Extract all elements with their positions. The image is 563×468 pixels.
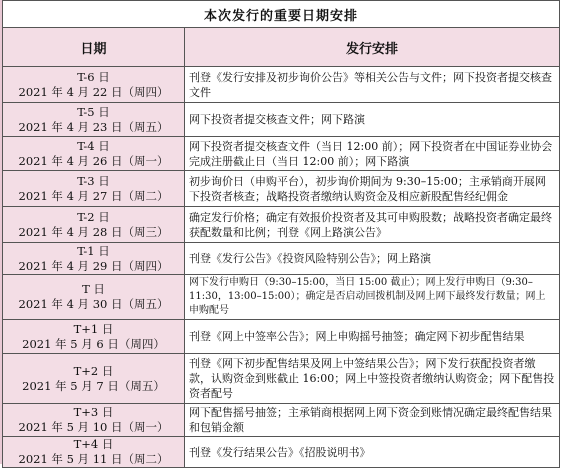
t-day: T+1 日: [73, 321, 114, 336]
arrangement-cell: 网下投资者提交核查文件；网下路演: [185, 103, 560, 137]
table-row: [3, 275, 560, 320]
date-cell: [3, 207, 185, 243]
table-row: [3, 137, 560, 171]
date-cell: [3, 171, 185, 207]
calendar-date: 2021 年 4 月 29 日（周四）: [18, 258, 169, 273]
calendar-date: 2021 年 5 月 7 日（周五）: [22, 378, 165, 393]
t-day: T+4 日: [73, 437, 114, 451]
arrangement-cell: 刊登《发行结果公告》《招股说明书》: [185, 437, 560, 468]
arrangement-cell: 确定发行价格；确定有效报价投资者及其可申购股数；战略投资者确定最终获配数量和比例；刊登《网上路演公告》: [185, 207, 560, 243]
calendar-date: 2021 年 4 月 27 日（周二）: [18, 188, 169, 203]
table-row: [3, 171, 560, 207]
date-cell: [3, 404, 185, 437]
date-cell: [3, 354, 185, 404]
arrangement-cell: 初步询价日（申购平台），初步询价期间为 9:30–15:00；主承销商开展网下投资者核查；战略投资者缴纳认购资金及相应新股配售经纪佣金: [185, 171, 560, 207]
arrangement-cell: 网下投资者提交核查文件（当日 12:00 前）；网下投资者在中国证券业协会完成注册截止日（当日 12:00 前）；网下路演: [185, 137, 560, 171]
t-day: T-6 日: [77, 69, 110, 84]
t-day: T-3 日: [77, 173, 110, 188]
arrangement-cell: 网下配售摇号抽签；主承销商根据网上网下资金到账情况确定最终配售结果和包销金额: [185, 404, 560, 437]
arrangement-cell: 刊登《网上中签率公告》；网上申购摇号抽签；确定网下初步配售结果: [185, 320, 560, 354]
calendar-date: 2021 年 4 月 22 日（周四）: [18, 84, 169, 99]
table-row: [3, 103, 560, 137]
date-cell: [3, 437, 185, 468]
calendar-date: 2021 年 5 月 10 日（周一）: [18, 420, 169, 434]
t-day: T+3 日: [73, 405, 114, 419]
header-arrangement: 发行安排: [185, 28, 560, 67]
date-cell: [3, 103, 185, 137]
table-row: [3, 243, 560, 275]
t-day: T-5 日: [77, 104, 110, 119]
date-cell: [3, 320, 185, 354]
table-row: [3, 404, 560, 437]
table-row: [3, 207, 560, 243]
t-day: T-4 日: [77, 138, 110, 153]
arrangement-cell: 刊登《发行安排及初步询价公告》等相关公告与文件；网下投资者提交核查文件: [185, 67, 560, 103]
calendar-date: 2021 年 5 月 6 日（周四）: [22, 336, 165, 351]
arrangement-cell: 刊登《发行公告》《投资风险特别公告》；网上路演: [185, 243, 560, 275]
calendar-date: 2021 年 4 月 28 日（周三）: [18, 224, 169, 239]
calendar-date: 2021 年 4 月 23 日（周五）: [18, 119, 169, 134]
calendar-date: 2021 年 4 月 26 日（周一）: [18, 153, 169, 168]
t-day: T-2 日: [77, 209, 110, 224]
calendar-date: 2021 年 4 月 30 日（周五）: [18, 297, 169, 311]
arrangement-cell: 网下发行申购日（9:30–15:00，当日 15:00 截止）；网上发行申购日（9:30–11:30，13:00–15:00）；确定是否启动回拨机制及网上网下最终发行数量；网上申购配号: [185, 275, 560, 320]
schedule-table: [2, 0, 560, 468]
table-row: [3, 67, 560, 103]
t-day: T+2 日: [73, 363, 114, 378]
table-title: 本次发行的重要日期安排: [3, 1, 560, 28]
table-row: [3, 354, 560, 404]
header-date: 日期: [3, 28, 185, 67]
table-row: [3, 437, 560, 468]
t-day: T 日: [82, 282, 105, 296]
left-edge-stripe: [0, 0, 2, 464]
date-cell: [3, 275, 185, 320]
date-cell: [3, 243, 185, 275]
arrangement-cell: 刊登《网下初步配售结果及网上中签结果公告》；网下发行获配投资者缴款，认购资金到账截止 16:00；网上中签投资者缴纳认购资金；网下配售投资者配号: [185, 354, 560, 404]
calendar-date: 2021 年 5 月 11 日（周二）: [18, 452, 169, 466]
date-cell: [3, 67, 185, 103]
table-row: [3, 320, 560, 354]
t-day: T-1 日: [77, 243, 110, 258]
date-cell: [3, 137, 185, 171]
